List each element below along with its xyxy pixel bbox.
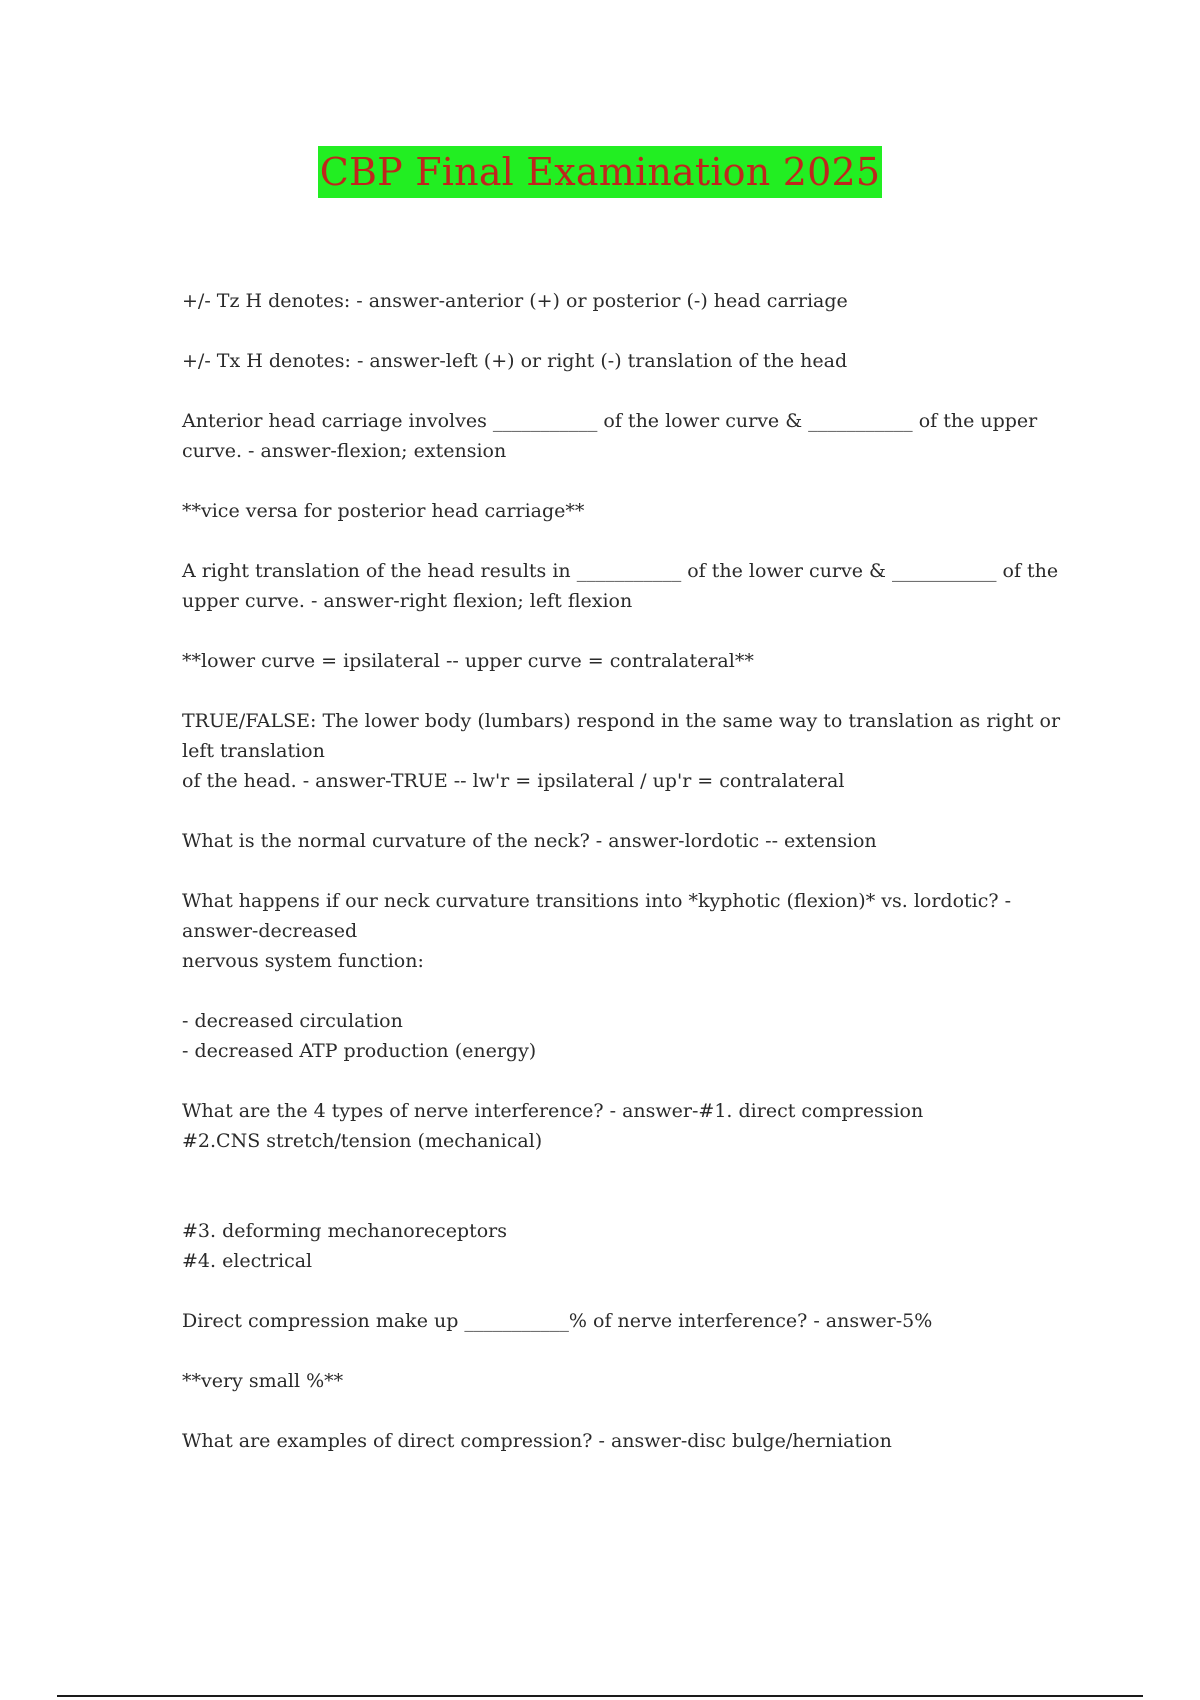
list-item: #3. deforming mechanoreceptors	[182, 1220, 508, 1242]
text-line: **lower curve = ipsilateral -- upper curve = contralateral**	[182, 650, 754, 672]
qa-item	[182, 1426, 1062, 1456]
text-line: nervous system function:	[182, 950, 424, 972]
text-line: What happens if our neck curvature transitions into *kyphotic (flexion)* vs. lordotic? -	[182, 890, 1012, 912]
text-line: TRUE/FALSE: The lower body (lumbars) respond in the same way to translation as right or	[182, 710, 1061, 732]
text-line: #2.CNS stretch/tension (mechanical)	[182, 1130, 543, 1152]
qa-item	[182, 556, 1062, 616]
qa-item	[182, 706, 1062, 796]
note	[182, 646, 1062, 676]
qa-item	[182, 1306, 1062, 1336]
text-line: +/- Tz H denotes: - answer-anterior (+) or posterior (-) head carriage	[182, 290, 848, 312]
text-line: What is the normal curvature of the neck? - answer-lordotic -- extension	[182, 830, 877, 852]
note	[182, 496, 1062, 526]
text-line: What are examples of direct compression? - answer-disc bulge/herniation	[182, 1430, 892, 1452]
title-block	[0, 146, 1200, 198]
text-line: +/- Tx H denotes: - answer-left (+) or right (-) translation of the head	[182, 350, 848, 372]
qa-item	[182, 826, 1062, 856]
text-line: upper curve. - answer-right flexion; left flexion	[182, 590, 633, 612]
list-item: - decreased ATP production (energy)	[182, 1040, 537, 1062]
text-line: What are the 4 types of nerve interference? - answer-#1. direct compression	[182, 1100, 924, 1122]
qa-item	[182, 286, 1062, 316]
qa-item	[182, 406, 1062, 466]
text-line: Direct compression make up ___________% of nerve interference? - answer-5%	[182, 1310, 933, 1332]
list	[182, 1216, 1062, 1276]
text-line: **vice versa for posterior head carriage**	[182, 500, 585, 522]
text-line: A right translation of the head results in ___________ of the lower curve & ___________ of the	[182, 560, 1059, 582]
text-line: answer-decreased	[182, 920, 358, 942]
note	[182, 1366, 1062, 1396]
text-line: **very small %**	[182, 1370, 344, 1392]
text-line: of the head. - answer-TRUE -- lw'r = ipsilateral / up'r = contralateral	[182, 770, 845, 792]
document-title: CBP Final Examination 2025	[318, 146, 882, 198]
qa-item	[182, 1096, 1062, 1156]
qa-item	[182, 346, 1062, 376]
text-line: Anterior head carriage involves ___________ of the lower curve & ___________ of the upper	[182, 410, 1038, 432]
list-item: - decreased circulation	[182, 1010, 403, 1032]
list-item: #4. electrical	[182, 1250, 313, 1272]
text-line: left translation	[182, 740, 325, 762]
qa-item	[182, 886, 1062, 976]
footer-divider	[57, 1695, 1143, 1697]
spacer	[182, 1186, 1062, 1216]
document-body	[182, 286, 1062, 1486]
text-line: curve. - answer-flexion; extension	[182, 440, 507, 462]
list	[182, 1006, 1062, 1066]
